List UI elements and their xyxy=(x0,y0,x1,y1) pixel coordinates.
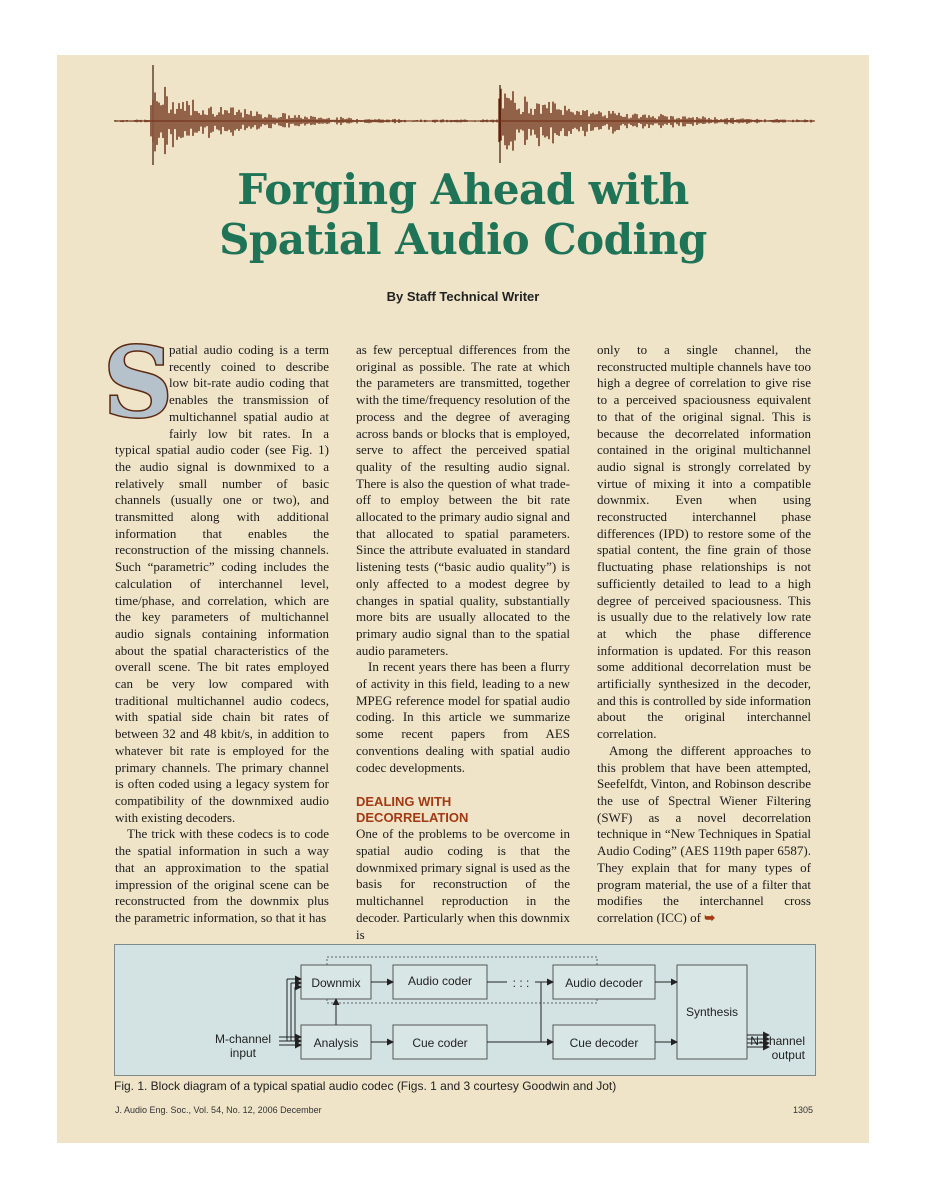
paragraph xyxy=(597,743,811,927)
article-title xyxy=(57,165,869,265)
block-diagram xyxy=(115,945,815,1075)
audio-coder-label: Audio coder xyxy=(407,974,473,988)
byline: By Staff Technical Writer xyxy=(386,289,540,304)
footer-citation: J. Audio Eng. Soc., Vol. 54, No. 12, 2006 December xyxy=(115,1105,322,1115)
title-line-2: Spatial Audio Coding xyxy=(219,215,707,264)
figure-caption: Fig. 1. Block diagram of a typical spatial audio codec (Figs. 1 and 3 courtesy Goodwin and Jot) xyxy=(114,1079,617,1093)
continued-arrow-icon: ➥ xyxy=(704,909,716,925)
column-1 xyxy=(103,326,329,927)
input-label-line-2: input xyxy=(229,1046,257,1060)
figure-block-diagram xyxy=(114,944,816,1076)
paragraph: only to a single channel, the reconstructed multiple channels have too high a degree of correlation to give rise to a perceived spaciousness equivalent to that of the original signal. This is because the decorrelated information contained in the original multichannel audio signal is strongly correlated by virtue of mixing it into a compatible downmix. Even when using reconstructed interchannel phase differences (IPD) to restore some of the spatial content, the fine grain of those fluctuating phase relationships is not sufficiently detailed to lead to a high degree of perceived spaciousness. This is usually due to the relatively low rate at which the phase difference information is updated. For this reason some additional decorrelation must be artificially synthesized in the decoder, and this is controlled by side information about the original interchannel correlation. xyxy=(597,342,811,742)
paragraph-text: Among the different approaches to this problem that have been attempted, Seefelfdt, Vinton, and Robinson describe the use of Spectral Wiener Filtering (SWF) as a novel decorrelation technique in “New Techniques in Spatial Audio Coding” (AES 119th paper 6587). They explain that for many types of program material, the use of a filter that modifies the interchannel cross correlation (ICC) of xyxy=(597,742,811,925)
cue-coder-label: Cue coder xyxy=(412,1036,468,1050)
svg-text:S: S xyxy=(103,326,173,439)
cue-decoder-label: Cue decoder xyxy=(569,1036,639,1050)
paragraph: The trick with these codecs is to code the spatial information in such a way that an approximation to the spatial impression of the original scene can be reconstructed from the downmix plus the parametric information, so that it has xyxy=(115,826,329,925)
dropcap-s xyxy=(103,326,173,439)
synthesis-label: Synthesis xyxy=(685,1005,739,1019)
article-page xyxy=(57,55,869,1143)
section-heading-line-1: DEALING WITH xyxy=(356,794,452,810)
paragraph: as few perceptual differences from the original as possible. The rate at which the parameters are transmitted, together with the time/frequency resolution of the process and the degree of averaging across bands or blocks that is employed, serve to affect the perceived spatial quality of the resulting audio signal. There is also the question of what trade-off to employ between the bit rate allocated to the primary audio signal and that allocated to spatial parameters. Since the attribute evaluated in standard listening tests (“basic audio quality”) is only affected to a modest degree by changes in spatial quality, substantially more bits are usually allocated to the primary audio signal than to the spatial audio parameters. xyxy=(356,342,570,658)
title-line-1: Forging Ahead with xyxy=(237,165,689,214)
analysis-label: Analysis xyxy=(313,1036,359,1050)
input-label-line-1: M-channel xyxy=(214,1032,272,1046)
section-heading-line-2: DECORRELATION xyxy=(356,810,469,826)
paragraph: In recent years there has been a flurry of activity in this field, leading to a new MPEG reference model for spatial audio coding. In this article we summarize some recent papers from AES conventions dealing with spatial audio codec developments. xyxy=(356,659,570,775)
column-3 xyxy=(597,342,811,927)
page-number: 1305 xyxy=(792,1105,813,1115)
section-heading xyxy=(356,794,570,826)
output-label-line-1: N-channel xyxy=(750,1034,805,1048)
paragraph: One of the problems to be overcome in spatial audio coding is that the downmixed primary signal is used as the basis for reconstruction of the multichannel reproduction in the decoder. Particularly when this downmix is xyxy=(356,826,570,942)
waveform-graphic xyxy=(115,63,815,169)
downmix-label: Downmix xyxy=(311,976,361,990)
output-label-line-2: output xyxy=(771,1048,805,1062)
column-2 xyxy=(356,342,570,943)
paragraph: patial audio coding is a term recently coined to describe low bit-rate audio coding that enables the transmission of multichannel spatial audio at fairly low bit rates. In a typical spatial audio coder (see Fig. 1) the audio signal is downmixed to a relatively small number of basic channels (usually one or two), and transmitted along with additional information that enables the reconstruction of the missing channels. Such “parametric” coding includes the calculation of interchannel level, time/phase, and correlation, which are the key parameters of multichannel audio signals containing information about the spatial characteristics of the overall scene. The bit rates employed can be very low compared with traditional multichannel audio codecs, with spatial side chain bit rates of between 32 and 48 kbit/s, in addition to whatever bit rate is employed for the primary channels. The primary channel is often coded using a legacy system for compatibility of the downmixed audio with existing decoders. xyxy=(115,342,329,825)
audio-decoder-label: Audio decoder xyxy=(565,976,643,990)
channel-ellipsis: : : : xyxy=(512,976,530,990)
